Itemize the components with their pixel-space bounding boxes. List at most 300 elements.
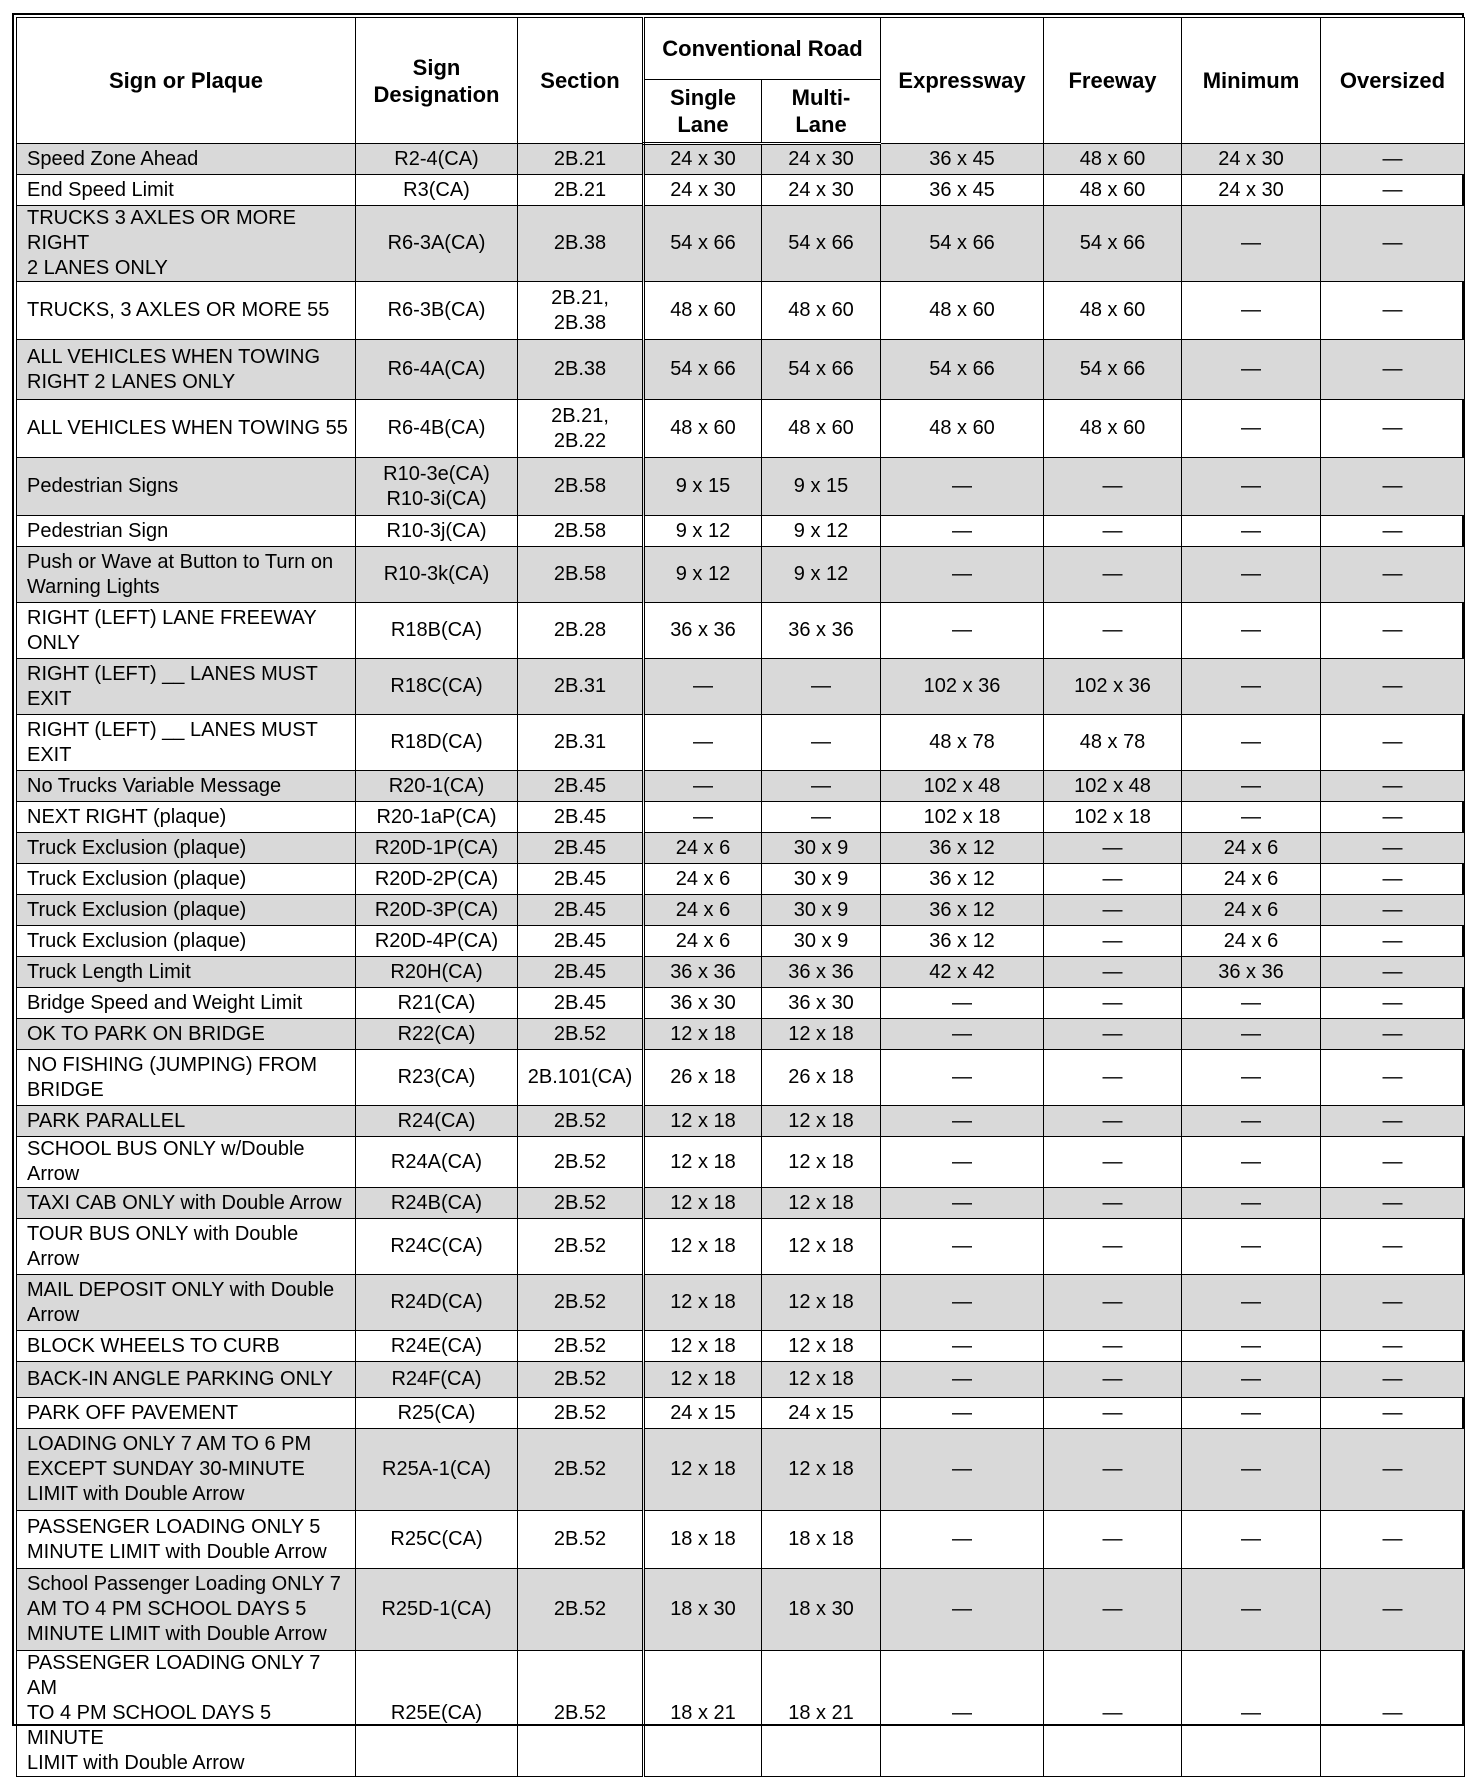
table-frame	[12, 13, 1464, 1774]
table-row	[17, 206, 1465, 282]
cell-sign-name: PASSENGER LOADING ONLY 5 MINUTE LIMIT with Double Arrow	[17, 1511, 356, 1569]
cell-section: 2B.45	[518, 895, 644, 926]
cell-single-lane-size: 24 x 6	[644, 864, 762, 895]
cell-sign-name: Truck Exclusion (plaque)	[17, 833, 356, 864]
table-row	[17, 895, 1465, 926]
cell-freeway-size: —	[1044, 547, 1182, 603]
cell-single-lane-size: 24 x 6	[644, 833, 762, 864]
cell-oversized-size: —	[1321, 1398, 1465, 1429]
cell-section: 2B.52	[518, 1219, 644, 1275]
cell-section: 2B.52	[518, 1275, 644, 1331]
cell-multi-lane-size: 12 x 18	[762, 1188, 881, 1219]
cell-single-lane-size: —	[644, 659, 762, 715]
cell-multi-lane-size: 24 x 30	[762, 144, 881, 175]
cell-single-lane-size: 12 x 18	[644, 1019, 762, 1050]
cell-oversized-size: —	[1321, 864, 1465, 895]
cell-freeway-size: 48 x 60	[1044, 400, 1182, 458]
table-row	[17, 1398, 1465, 1429]
cell-section: 2B.38	[518, 340, 644, 400]
cell-expressway-size: —	[881, 1398, 1044, 1429]
header-single-lane: Single Lane	[644, 80, 762, 144]
cell-single-lane-size: 9 x 12	[644, 516, 762, 547]
cell-expressway-size: 54 x 66	[881, 206, 1044, 282]
cell-sign-designation: R2-4(CA)	[356, 144, 518, 175]
cell-sign-designation: R20D-1P(CA)	[356, 833, 518, 864]
cell-multi-lane-size: 30 x 9	[762, 926, 881, 957]
cell-single-lane-size: 24 x 15	[644, 1398, 762, 1429]
cell-sign-designation: R18C(CA)	[356, 659, 518, 715]
cell-single-lane-size: 9 x 12	[644, 547, 762, 603]
cell-freeway-size: —	[1044, 833, 1182, 864]
cell-sign-name: PARK OFF PAVEMENT	[17, 1398, 356, 1429]
cell-expressway-size: —	[881, 1050, 1044, 1106]
table-row	[17, 1331, 1465, 1362]
cell-freeway-size: 48 x 60	[1044, 144, 1182, 175]
cell-minimum-size: —	[1182, 1188, 1321, 1219]
cell-single-lane-size: 12 x 18	[644, 1188, 762, 1219]
cell-oversized-size: —	[1321, 206, 1465, 282]
cell-freeway-size: —	[1044, 926, 1182, 957]
cell-sign-name: School Passenger Loading ONLY 7 AM TO 4 PM SCHOOL DAYS 5 MINUTE LIMIT with Double Arrow	[17, 1569, 356, 1651]
cell-minimum-size: —	[1182, 988, 1321, 1019]
cell-sign-name: Truck Length Limit	[17, 957, 356, 988]
cell-sign-designation: R18B(CA)	[356, 603, 518, 659]
cell-expressway-size: —	[881, 1362, 1044, 1398]
cell-minimum-size: —	[1182, 206, 1321, 282]
cell-expressway-size: 48 x 60	[881, 400, 1044, 458]
cell-single-lane-size: 24 x 30	[644, 144, 762, 175]
cell-expressway-size: 36 x 12	[881, 833, 1044, 864]
cell-multi-lane-size: —	[762, 715, 881, 771]
cell-freeway-size: —	[1044, 1188, 1182, 1219]
cell-sign-name: End Speed Limit	[17, 175, 356, 206]
cell-section: 2B.21, 2B.22	[518, 400, 644, 458]
cell-expressway-size: 102 x 48	[881, 771, 1044, 802]
cell-sign-name: No Trucks Variable Message	[17, 771, 356, 802]
cell-minimum-size: 24 x 30	[1182, 144, 1321, 175]
cell-minimum-size: 24 x 6	[1182, 864, 1321, 895]
cell-sign-designation: R24E(CA)	[356, 1331, 518, 1362]
table-row	[17, 1511, 1465, 1569]
cell-minimum-size: —	[1182, 771, 1321, 802]
cell-section: 2B.52	[518, 1362, 644, 1398]
cell-minimum-size: —	[1182, 1106, 1321, 1137]
cell-oversized-size: —	[1321, 144, 1465, 175]
cell-oversized-size: —	[1321, 1511, 1465, 1569]
cell-freeway-size: —	[1044, 1511, 1182, 1569]
table-row	[17, 957, 1465, 988]
cell-section: 2B.31	[518, 659, 644, 715]
cell-minimum-size: —	[1182, 1429, 1321, 1511]
table-row	[17, 802, 1465, 833]
cell-multi-lane-size: 12 x 18	[762, 1362, 881, 1398]
cell-freeway-size: 54 x 66	[1044, 340, 1182, 400]
table-row	[17, 833, 1465, 864]
cell-sign-designation: R25E(CA)	[356, 1651, 518, 1777]
table-row	[17, 144, 1465, 175]
cell-multi-lane-size: 12 x 18	[762, 1331, 881, 1362]
cell-expressway-size: —	[881, 1511, 1044, 1569]
cell-minimum-size: —	[1182, 1569, 1321, 1651]
cell-freeway-size: —	[1044, 516, 1182, 547]
table-row	[17, 715, 1465, 771]
cell-sign-designation: R23(CA)	[356, 1050, 518, 1106]
table-row	[17, 458, 1465, 516]
cell-oversized-size: —	[1321, 603, 1465, 659]
cell-section: 2B.21	[518, 144, 644, 175]
cell-multi-lane-size: 12 x 18	[762, 1019, 881, 1050]
cell-single-lane-size: 36 x 36	[644, 957, 762, 988]
cell-sign-name: MAIL DEPOSIT ONLY with Double Arrow	[17, 1275, 356, 1331]
cell-single-lane-size: 48 x 60	[644, 400, 762, 458]
cell-section: 2B.52	[518, 1331, 644, 1362]
cell-minimum-size: —	[1182, 458, 1321, 516]
cell-expressway-size: —	[881, 1106, 1044, 1137]
cell-oversized-size: —	[1321, 771, 1465, 802]
table-row	[17, 926, 1465, 957]
cell-multi-lane-size: 48 x 60	[762, 400, 881, 458]
cell-single-lane-size: 12 x 18	[644, 1331, 762, 1362]
cell-minimum-size: 24 x 6	[1182, 926, 1321, 957]
cell-minimum-size: 24 x 6	[1182, 895, 1321, 926]
cell-sign-designation: R25A-1(CA)	[356, 1429, 518, 1511]
cell-freeway-size: —	[1044, 1019, 1182, 1050]
cell-freeway-size: 102 x 36	[1044, 659, 1182, 715]
cell-freeway-size: —	[1044, 957, 1182, 988]
cell-sign-designation: R10-3e(CA) R10-3i(CA)	[356, 458, 518, 516]
cell-section: 2B.28	[518, 603, 644, 659]
cell-section: 2B.45	[518, 957, 644, 988]
cell-sign-designation: R25D-1(CA)	[356, 1569, 518, 1651]
cell-expressway-size: —	[881, 603, 1044, 659]
table-row	[17, 400, 1465, 458]
cell-expressway-size: 36 x 45	[881, 175, 1044, 206]
cell-sign-designation: R24F(CA)	[356, 1362, 518, 1398]
cell-multi-lane-size: 48 x 60	[762, 282, 881, 340]
cell-freeway-size: 102 x 18	[1044, 802, 1182, 833]
cell-sign-designation: R25(CA)	[356, 1398, 518, 1429]
cell-section: 2B.45	[518, 802, 644, 833]
cell-expressway-size: —	[881, 547, 1044, 603]
cell-oversized-size: —	[1321, 458, 1465, 516]
cell-single-lane-size: 36 x 36	[644, 603, 762, 659]
cell-oversized-size: —	[1321, 516, 1465, 547]
cell-expressway-size: 42 x 42	[881, 957, 1044, 988]
header-designation: Sign Designation	[356, 18, 518, 144]
cell-sign-designation: R3(CA)	[356, 175, 518, 206]
table-row	[17, 547, 1465, 603]
cell-expressway-size: 36 x 12	[881, 895, 1044, 926]
table-row	[17, 864, 1465, 895]
cell-sign-designation: R21(CA)	[356, 988, 518, 1019]
cell-oversized-size: —	[1321, 895, 1465, 926]
cell-multi-lane-size: 24 x 15	[762, 1398, 881, 1429]
cell-expressway-size: 54 x 66	[881, 340, 1044, 400]
table-row	[17, 659, 1465, 715]
sign-size-table	[16, 17, 1465, 1777]
cell-minimum-size: —	[1182, 516, 1321, 547]
cell-oversized-size: —	[1321, 1651, 1465, 1777]
cell-section: 2B.52	[518, 1429, 644, 1511]
cell-sign-name: OK TO PARK ON BRIDGE	[17, 1019, 356, 1050]
cell-sign-name: BACK-IN ANGLE PARKING ONLY	[17, 1362, 356, 1398]
cell-section: 2B.38	[518, 206, 644, 282]
cell-sign-designation: R6-3B(CA)	[356, 282, 518, 340]
cell-multi-lane-size: 18 x 18	[762, 1511, 881, 1569]
cell-minimum-size: —	[1182, 715, 1321, 771]
cell-freeway-size: —	[1044, 895, 1182, 926]
cell-minimum-size: —	[1182, 802, 1321, 833]
cell-sign-name: TRUCKS 3 AXLES OR MORE RIGHT 2 LANES ONLY	[17, 206, 356, 282]
cell-sign-designation: R6-4A(CA)	[356, 340, 518, 400]
cell-oversized-size: —	[1321, 1362, 1465, 1398]
cell-single-lane-size: 18 x 30	[644, 1569, 762, 1651]
cell-minimum-size: —	[1182, 1398, 1321, 1429]
cell-freeway-size: —	[1044, 988, 1182, 1019]
cell-multi-lane-size: 30 x 9	[762, 895, 881, 926]
table-body	[17, 144, 1465, 1777]
header-oversized: Oversized	[1321, 18, 1465, 144]
header-multi-lane: Multi- Lane	[762, 80, 881, 144]
cell-multi-lane-size: 36 x 36	[762, 957, 881, 988]
table-row	[17, 603, 1465, 659]
cell-expressway-size: 36 x 12	[881, 864, 1044, 895]
cell-section: 2B.52	[518, 1651, 644, 1777]
cell-oversized-size: —	[1321, 802, 1465, 833]
cell-multi-lane-size: 18 x 21	[762, 1651, 881, 1777]
cell-expressway-size: —	[881, 1651, 1044, 1777]
cell-minimum-size: —	[1182, 1331, 1321, 1362]
cell-sign-name: TRUCKS, 3 AXLES OR MORE 55	[17, 282, 356, 340]
cell-oversized-size: —	[1321, 659, 1465, 715]
cell-section: 2B.45	[518, 771, 644, 802]
cell-multi-lane-size: 54 x 66	[762, 206, 881, 282]
cell-single-lane-size: 18 x 21	[644, 1651, 762, 1777]
cell-expressway-size: 102 x 36	[881, 659, 1044, 715]
cell-minimum-size: 24 x 30	[1182, 175, 1321, 206]
table-row	[17, 282, 1465, 340]
cell-multi-lane-size: 36 x 36	[762, 603, 881, 659]
cell-sign-name: ALL VEHICLES WHEN TOWING RIGHT 2 LANES ONLY	[17, 340, 356, 400]
cell-freeway-size: —	[1044, 1362, 1182, 1398]
cell-minimum-size: —	[1182, 659, 1321, 715]
cell-freeway-size: —	[1044, 603, 1182, 659]
cell-sign-designation: R20D-4P(CA)	[356, 926, 518, 957]
table-row	[17, 1569, 1465, 1651]
cell-multi-lane-size: 12 x 18	[762, 1137, 881, 1188]
cell-sign-designation: R24A(CA)	[356, 1137, 518, 1188]
table-row	[17, 1651, 1465, 1777]
cell-freeway-size: —	[1044, 1651, 1182, 1777]
cell-oversized-size: —	[1321, 988, 1465, 1019]
cell-single-lane-size: 12 x 18	[644, 1429, 762, 1511]
cell-multi-lane-size: 18 x 30	[762, 1569, 881, 1651]
cell-freeway-size: —	[1044, 1219, 1182, 1275]
cell-sign-designation: R25C(CA)	[356, 1511, 518, 1569]
cell-multi-lane-size: 12 x 18	[762, 1106, 881, 1137]
table-row	[17, 988, 1465, 1019]
cell-minimum-size: 24 x 6	[1182, 833, 1321, 864]
cell-oversized-size: —	[1321, 926, 1465, 957]
cell-section: 2B.58	[518, 458, 644, 516]
header-conventional-road: Conventional Road	[644, 18, 881, 80]
cell-oversized-size: —	[1321, 1050, 1465, 1106]
cell-expressway-size: —	[881, 1429, 1044, 1511]
cell-minimum-size: —	[1182, 603, 1321, 659]
cell-freeway-size: —	[1044, 1569, 1182, 1651]
table-row	[17, 1275, 1465, 1331]
cell-expressway-size: —	[881, 1137, 1044, 1188]
cell-multi-lane-size: 36 x 30	[762, 988, 881, 1019]
cell-oversized-size: —	[1321, 1106, 1465, 1137]
cell-single-lane-size: 36 x 30	[644, 988, 762, 1019]
cell-oversized-size: —	[1321, 1019, 1465, 1050]
cell-sign-name: Push or Wave at Button to Turn on Warning Lights	[17, 547, 356, 603]
cell-sign-name: PARK PARALLEL	[17, 1106, 356, 1137]
cell-section: 2B.45	[518, 988, 644, 1019]
table-row	[17, 1219, 1465, 1275]
cell-expressway-size: —	[881, 516, 1044, 547]
cell-oversized-size: —	[1321, 175, 1465, 206]
cell-minimum-size: —	[1182, 1275, 1321, 1331]
table-row	[17, 1050, 1465, 1106]
table-row	[17, 340, 1465, 400]
table-row	[17, 1429, 1465, 1511]
cell-oversized-size: —	[1321, 1188, 1465, 1219]
cell-section: 2B.52	[518, 1137, 644, 1188]
cell-oversized-size: —	[1321, 400, 1465, 458]
cell-freeway-size: —	[1044, 1137, 1182, 1188]
table-row	[17, 1106, 1465, 1137]
cell-expressway-size: 48 x 60	[881, 282, 1044, 340]
header-section: Section	[518, 18, 644, 144]
cell-section: 2B.52	[518, 1398, 644, 1429]
cell-sign-designation: R10-3j(CA)	[356, 516, 518, 547]
table-row	[17, 1188, 1465, 1219]
cell-freeway-size: —	[1044, 1106, 1182, 1137]
header-expressway: Expressway	[881, 18, 1044, 144]
cell-sign-designation: R22(CA)	[356, 1019, 518, 1050]
header-freeway: Freeway	[1044, 18, 1182, 144]
cell-oversized-size: —	[1321, 1275, 1465, 1331]
cell-oversized-size: —	[1321, 957, 1465, 988]
cell-section: 2B.52	[518, 1511, 644, 1569]
cell-sign-designation: R20D-3P(CA)	[356, 895, 518, 926]
cell-single-lane-size: 12 x 18	[644, 1219, 762, 1275]
cell-section: 2B.101(CA)	[518, 1050, 644, 1106]
cell-multi-lane-size: 12 x 18	[762, 1275, 881, 1331]
cell-sign-name: Bridge Speed and Weight Limit	[17, 988, 356, 1019]
cell-sign-designation: R20-1(CA)	[356, 771, 518, 802]
cell-sign-name: TOUR BUS ONLY with Double Arrow	[17, 1219, 356, 1275]
cell-single-lane-size: 24 x 30	[644, 175, 762, 206]
cell-minimum-size: —	[1182, 1362, 1321, 1398]
cell-section: 2B.52	[518, 1188, 644, 1219]
cell-minimum-size: —	[1182, 1019, 1321, 1050]
cell-expressway-size: 36 x 45	[881, 144, 1044, 175]
cell-sign-designation: R24C(CA)	[356, 1219, 518, 1275]
cell-expressway-size: —	[881, 1219, 1044, 1275]
cell-freeway-size: —	[1044, 864, 1182, 895]
cell-multi-lane-size: 54 x 66	[762, 340, 881, 400]
header-sign: Sign or Plaque	[17, 18, 356, 144]
cell-sign-name: Speed Zone Ahead	[17, 144, 356, 175]
cell-multi-lane-size: —	[762, 659, 881, 715]
cell-multi-lane-size: 9 x 15	[762, 458, 881, 516]
cell-sign-name: PASSENGER LOADING ONLY 7 AM TO 4 PM SCHOOL DAYS 5 MINUTE LIMIT with Double Arrow	[17, 1651, 356, 1777]
table-row	[17, 1019, 1465, 1050]
cell-sign-designation: R24(CA)	[356, 1106, 518, 1137]
cell-minimum-size: —	[1182, 547, 1321, 603]
cell-sign-designation: R18D(CA)	[356, 715, 518, 771]
cell-oversized-size: —	[1321, 1569, 1465, 1651]
cell-sign-designation: R20-1aP(CA)	[356, 802, 518, 833]
cell-single-lane-size: 12 x 18	[644, 1362, 762, 1398]
cell-sign-name: Truck Exclusion (plaque)	[17, 895, 356, 926]
cell-oversized-size: —	[1321, 715, 1465, 771]
cell-multi-lane-size: —	[762, 771, 881, 802]
cell-minimum-size: —	[1182, 1050, 1321, 1106]
cell-multi-lane-size: —	[762, 802, 881, 833]
cell-sign-name: Pedestrian Signs	[17, 458, 356, 516]
cell-oversized-size: —	[1321, 1331, 1465, 1362]
cell-sign-name: Truck Exclusion (plaque)	[17, 864, 356, 895]
cell-section: 2B.58	[518, 516, 644, 547]
cell-sign-name: Truck Exclusion (plaque)	[17, 926, 356, 957]
cell-section: 2B.52	[518, 1019, 644, 1050]
cell-freeway-size: —	[1044, 1429, 1182, 1511]
cell-single-lane-size: 24 x 6	[644, 895, 762, 926]
cell-sign-designation: R6-3A(CA)	[356, 206, 518, 282]
header-minimum: Minimum	[1182, 18, 1321, 144]
cell-oversized-size: —	[1321, 1429, 1465, 1511]
cell-freeway-size: 54 x 66	[1044, 206, 1182, 282]
cell-sign-designation: R20H(CA)	[356, 957, 518, 988]
cell-sign-name: RIGHT (LEFT) LANE FREEWAY ONLY	[17, 603, 356, 659]
cell-freeway-size: —	[1044, 1398, 1182, 1429]
cell-minimum-size: —	[1182, 282, 1321, 340]
cell-single-lane-size: 54 x 66	[644, 340, 762, 400]
cell-sign-name: RIGHT (LEFT) __ LANES MUST EXIT	[17, 659, 356, 715]
cell-minimum-size: —	[1182, 1219, 1321, 1275]
cell-expressway-size: —	[881, 1569, 1044, 1651]
cell-oversized-size: —	[1321, 547, 1465, 603]
cell-oversized-size: —	[1321, 282, 1465, 340]
cell-multi-lane-size: 9 x 12	[762, 547, 881, 603]
cell-multi-lane-size: 12 x 18	[762, 1219, 881, 1275]
cell-sign-name: SCHOOL BUS ONLY w/Double Arrow	[17, 1137, 356, 1188]
cell-sign-name: BLOCK WHEELS TO CURB	[17, 1331, 356, 1362]
cell-oversized-size: —	[1321, 1219, 1465, 1275]
cell-minimum-size: —	[1182, 400, 1321, 458]
cell-single-lane-size: —	[644, 715, 762, 771]
cell-section: 2B.58	[518, 547, 644, 603]
cell-sign-name: NO FISHING (JUMPING) FROM BRIDGE	[17, 1050, 356, 1106]
cell-freeway-size: 102 x 48	[1044, 771, 1182, 802]
cell-expressway-size: —	[881, 1019, 1044, 1050]
cell-minimum-size: —	[1182, 340, 1321, 400]
cell-section: 2B.52	[518, 1569, 644, 1651]
cell-minimum-size: 36 x 36	[1182, 957, 1321, 988]
cell-oversized-size: —	[1321, 1137, 1465, 1188]
cell-oversized-size: —	[1321, 340, 1465, 400]
cell-multi-lane-size: 30 x 9	[762, 833, 881, 864]
cell-expressway-size: —	[881, 1275, 1044, 1331]
cell-freeway-size: 48 x 60	[1044, 175, 1182, 206]
cell-multi-lane-size: 30 x 9	[762, 864, 881, 895]
cell-sign-name: ALL VEHICLES WHEN TOWING 55	[17, 400, 356, 458]
cell-freeway-size: 48 x 60	[1044, 282, 1182, 340]
